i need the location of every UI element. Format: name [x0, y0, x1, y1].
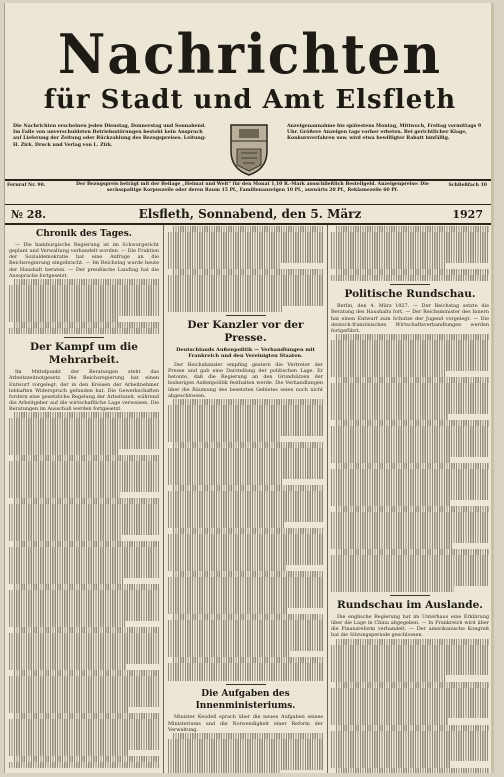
column-3: [331, 226, 489, 773]
column-divider: [163, 225, 164, 773]
price-info: Der Bezugspreis beträgt mit der Beilage „Heimat und Welt“ für den Monat 1,10 R.-Mark ausschließlich Bestellgeld. Anzeigenpreise: Die sechsspaltige Korpuszeile oder deren Raum 15 Pf., Familienanzeigen 10 Pf., auswärts 20 Pf., Reklamezeile 60 Pf.: [76, 182, 429, 193]
newspaper-page: [4, 3, 494, 773]
chronik-text: — Die hamburgische Regierung ist im Schwurgericht geplant und Verwaltung verhandelt worden. — Die Fraktion der Sozialdemokratie hat eine Anfrage an die Reichsregierung eingebracht. — Im Reichstag wurde heute der Haushalt beraten. — Der preußische Landtag hat die Aussprache fortgesetzt.: [9, 242, 159, 279]
column-2: [168, 226, 323, 773]
text-line: [9, 328, 159, 334]
kampf-filler: [9, 412, 159, 768]
rule: [5, 223, 494, 225]
kanzler-filler: [168, 399, 323, 681]
phone-number: Fernruf Nr. 90.: [7, 183, 46, 188]
publication-info: Die Nachrichten erscheinen jeden Dienstag, Donnerstag und Sonnabend. Im Falle von unverschuldeten Betriebsstörungen besteht kein Anspruch auf Lieferung der Zeitung oder Rückzahlung des Bezugspreises. Leitung: H. Zirk. Druck und Verlag von L. Zirk.: [13, 124, 206, 148]
politik-text: Berlin, den 4. März 1927. — Der Reichstag setzte die Beratung des Haushalts fort. — Der Reichsminister des Innern hat einen Entwurf zum Schutze der Jugend vorgelegt. — Die deutsch-französischen Wirtschaftsverhandlungen werden fortgeführt.: [331, 303, 489, 334]
politik-heading: Politische Rundschau.: [344, 288, 476, 301]
text-line: [168, 675, 323, 681]
coat-of-arms-icon: [225, 121, 273, 177]
text-line: [168, 770, 281, 773]
rule: [5, 204, 494, 205]
kampf-heading: Der Kampf um die Mehrarbeit.: [30, 341, 138, 367]
issue-number: № 28.: [11, 208, 46, 221]
chronik-filler: [9, 279, 159, 334]
ausland-heading: Rundschau im Auslande.: [337, 598, 483, 611]
politik-filler: [331, 334, 489, 592]
issue-date: Elsfleth, Sonnabend, den 5. März: [138, 207, 362, 221]
advertising-info: Anzeigenannahme bis spätestens Montag, Mittwoch, Freitag vormittags 9 Uhr. Größere Anzeigen tags vorher erbeten. Bei gerichtlicher Klage, Konkursverfahren usw. wird etwa bewilligter Rabatt hinfällig.: [287, 124, 482, 142]
price-row: [5, 181, 494, 203]
newspaper-title: Nachrichten: [57, 22, 443, 87]
col3-top-filler: [331, 226, 489, 281]
masthead: [5, 3, 494, 121]
newspaper-subtitle: für Stadt und Amt Elsfleth: [43, 85, 457, 115]
aufgaben-filler: [168, 733, 323, 773]
issue-year: 1927: [452, 208, 483, 221]
ausland-text: Die englische Regierung hat im Unterhaus eine Erklärung über die Lage in China abgegeben. — In Frankreich wird über die Finanzreform verhandelt. — Der amerikanische Kongreß hat die Sitzungsperiode geschlossen.: [331, 613, 489, 639]
aufgaben-heading: Die Aufgaben des Innenministeriums.: [195, 689, 296, 712]
kanzler-subheading: Deutschlands Außenpolitik — Verhandlungen mit Frankreich und den Vereinigten Staaten.: [176, 346, 315, 360]
kanzler-heading: Der Kanzler vor der Presse.: [187, 318, 304, 344]
kanzler-text: Der Reichskanzler empfing gestern die Vertreter der Presse und gab eine Darstellung der politischen Lage. Er betonte, daß die Regierung an den Grundsätzen der bisherigen Außenpolitik festhalten werde. Die Verhandlungen über die Räumung des besetzten Gebietes seien noch nicht abgeschlossen.: [168, 361, 323, 399]
kampf-text: Im Mittelpunkt der Beratungen steht das Arbeitszeitnotgesetz. Die Reichsregierung hat einen Entwurf vorgelegt, der in den Kreisen der Arbeitnehmer lebhaften Widerspruch gefunden hat. Die Gewerkschaften fordern eine gesetzliche Regelung der Arbeitszeit, während die Arbeitgeber auf die wirtschaftliche Lage verweisen. Die Beratungen im Ausschuß werden fortgesetzt.: [9, 369, 159, 413]
divider: [226, 684, 266, 685]
divider: [390, 284, 430, 285]
text-line: [9, 762, 159, 768]
divider: [226, 315, 266, 316]
column-divider: [327, 225, 328, 773]
postbox: Schließfach 10: [448, 183, 487, 188]
divider: [390, 595, 430, 596]
text-line: [331, 586, 454, 592]
column-1: [9, 226, 159, 773]
aufgaben-text: Minister Keudell sprach über die neuen Aufgaben seines Ministeriums und die Notwendigkeit einer Reform der Verwaltung.: [168, 714, 323, 733]
chronik-heading: Chronik des Tages.: [36, 229, 132, 239]
ausland-filler: [331, 639, 489, 773]
divider: [64, 337, 104, 338]
dateline: [5, 206, 494, 222]
text-line: [336, 768, 489, 773]
col2-top-filler: [168, 226, 323, 312]
text-line: [168, 306, 283, 312]
text-line: [331, 275, 489, 281]
